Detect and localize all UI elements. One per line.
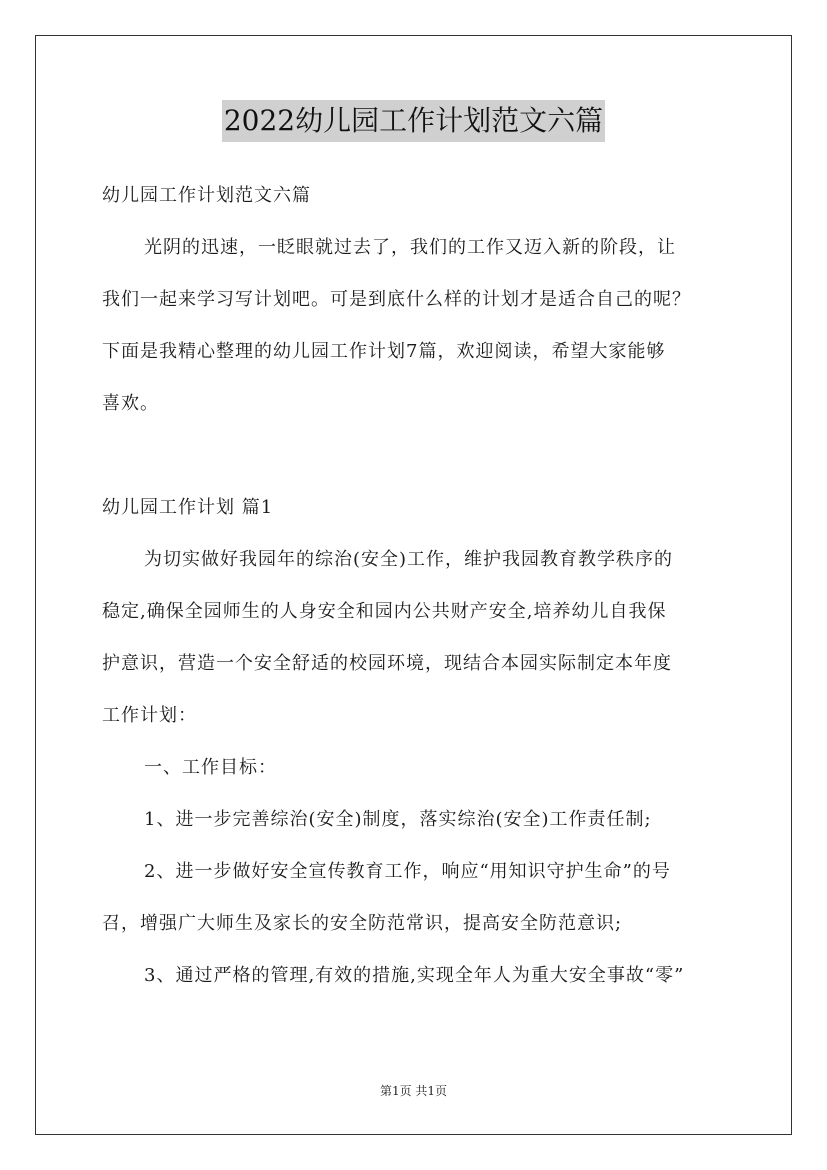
section-paragraph-line: 为切实做好我园年的综治(安全)工作，维护我园教育教学秩序的 [144,549,674,570]
document-body [102,170,730,1002]
intro-line: 喜欢。 [102,393,159,414]
document-title: 2022幼儿园工作计划范文六篇 [222,100,605,142]
title-wrap [0,100,827,142]
intro-line: 下面是我精心整理的幼儿园工作计划7篇，欢迎阅读，希望大家能够 [102,341,666,362]
goals-heading: 一、工作目标： [144,757,277,778]
paragraph-gap [102,430,730,482]
goal-item: 2、进一步做好安全宣传教育工作，响应“用知识守护生命”的号 [144,861,671,882]
section-heading: 幼儿园工作计划 篇1 [102,497,274,518]
section-paragraph-line: 护意识，营造一个安全舒适的校园环境，现结合本园实际制定本年度 [102,653,672,674]
goal-item-continuation: 召，增强广大师生及家长的安全防范常识，提高安全防范意识; [102,913,623,934]
page-footer: 第1页 共1页 [379,1084,448,1098]
section-paragraph-line: 工作计划： [102,705,197,726]
section-paragraph-line: 稳定,确保全园师生的人身安全和园内公共财产安全,培养幼儿自我保 [102,601,667,622]
goal-item: 1、进一步完善综治(安全)制度，落实综治(安全)工作责任制; [144,809,652,830]
intro-line: 光阴的迅速，一眨眼就过去了，我们的工作又迈入新的阶段，让 [144,237,676,258]
document-subtitle: 幼儿园工作计划范文六篇 [102,185,311,206]
goal-item: 3、通过严格的管理,有效的措施,实现全年人为重大安全事故“零” [144,965,685,986]
intro-line: 我们一起来学习写计划吧。可是到底什么样的计划才是适合自己的呢？ [102,289,691,310]
